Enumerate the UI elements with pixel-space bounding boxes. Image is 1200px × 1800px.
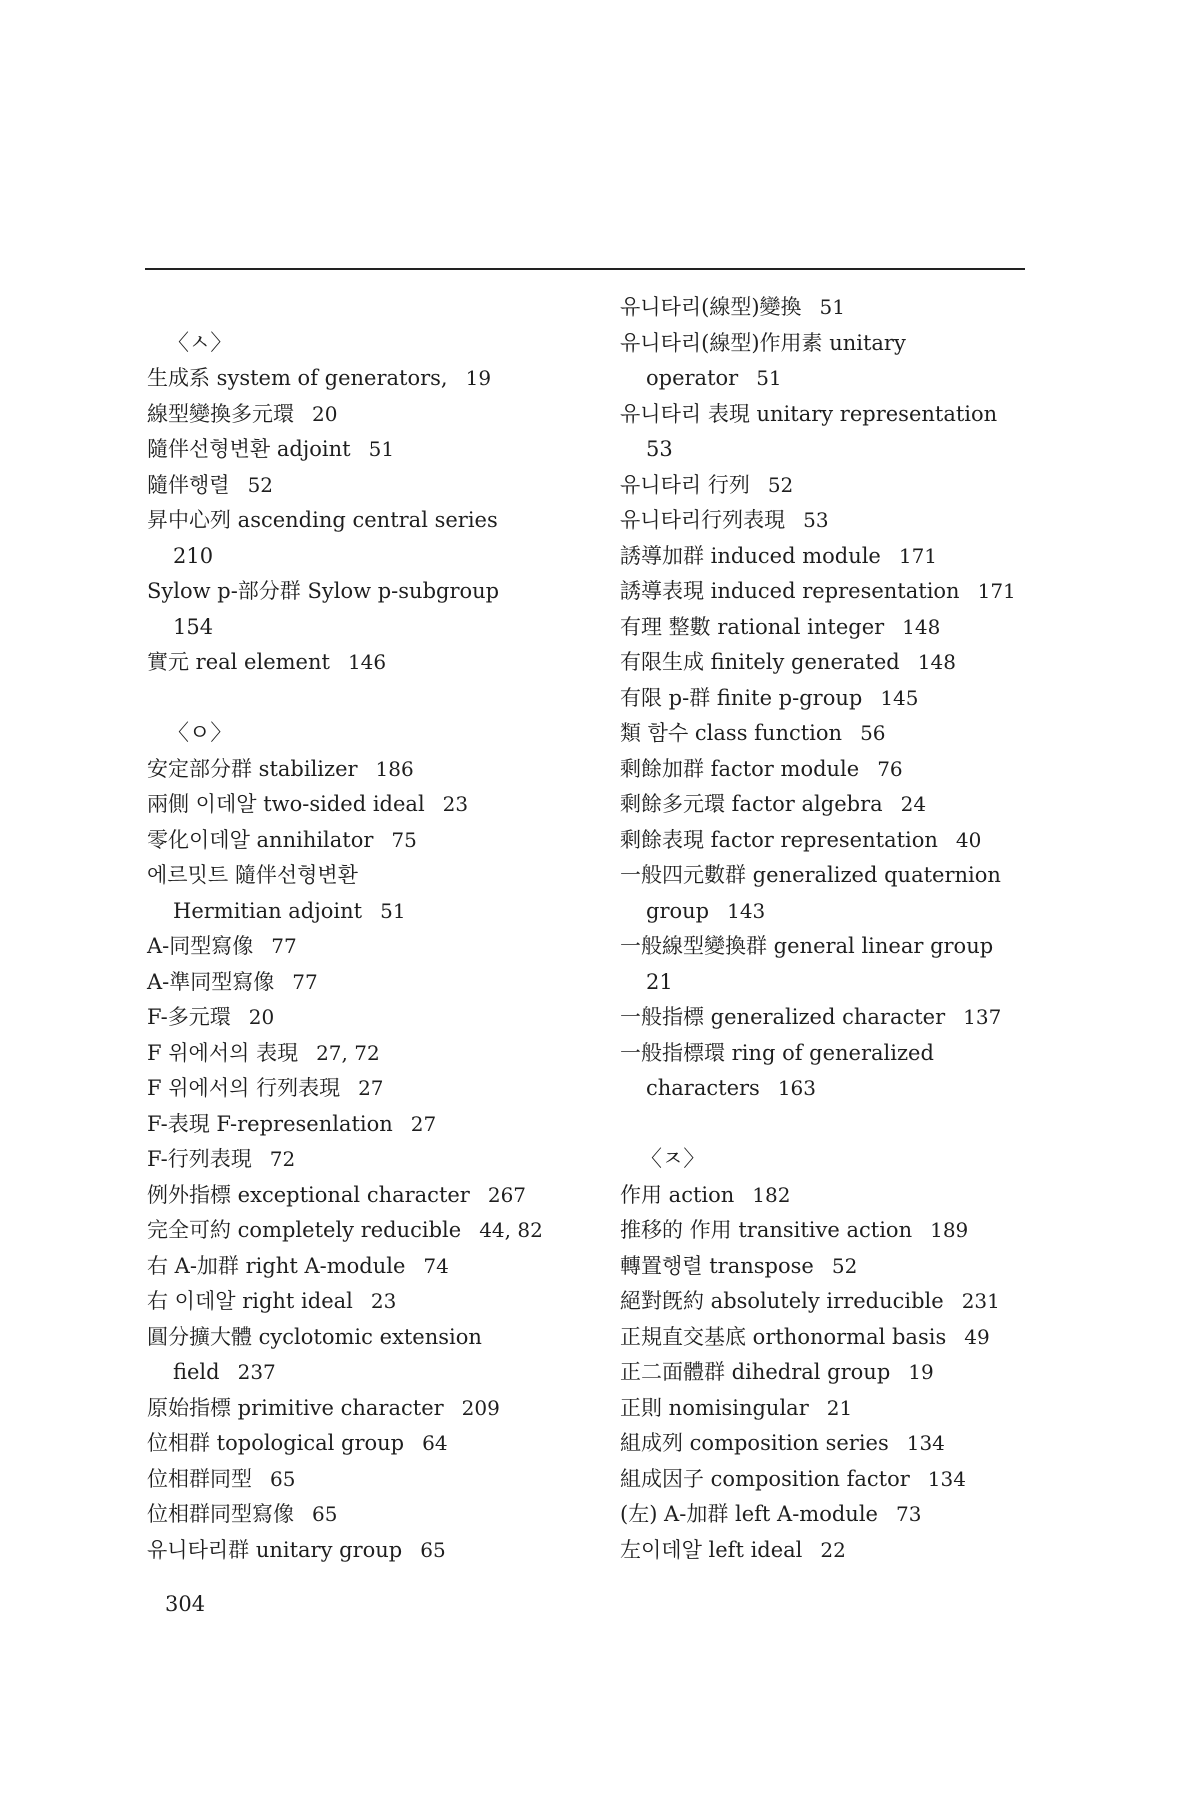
index-entry <box>147 397 587 433</box>
index-entry <box>620 503 1060 539</box>
index-entry <box>147 1142 587 1178</box>
index-entry-continuation <box>620 1071 1060 1107</box>
index-entry <box>620 1213 1060 1249</box>
index-entry <box>147 361 587 397</box>
index-term: 位相群同型 <box>147 1466 252 1491</box>
index-term: 正規直交基底 orthonormal basis <box>620 1324 947 1349</box>
index-term: 유니타리 行列 <box>620 472 750 497</box>
page-reference: 143 <box>727 898 766 923</box>
index-term: 一般線型變換群 general linear group <box>620 934 994 958</box>
index-entry <box>147 432 587 468</box>
page-reference: 52 <box>831 1253 858 1278</box>
page-reference: 27 <box>358 1076 384 1100</box>
index-entry <box>147 823 587 859</box>
index-term: 正二面體群 dihedral group <box>620 1360 891 1384</box>
index-term: 유니타리行列表現 <box>620 508 786 532</box>
page-reference: 189 <box>930 1218 969 1242</box>
page-reference: 24 <box>900 792 927 816</box>
page-reference: 148 <box>902 614 941 639</box>
index-term: A-準同型寫像 <box>147 969 275 994</box>
index-entry-continuation <box>147 539 587 575</box>
index-entry <box>147 1249 587 1285</box>
index-entry <box>620 1533 1060 1569</box>
page-reference: 171 <box>898 543 938 568</box>
index-entry <box>147 468 587 504</box>
index-term: 組成因子 composition factor <box>620 1466 910 1491</box>
index-term: Hermitian adjoint <box>173 898 363 923</box>
index-term: 零化이데알 annihilator <box>147 827 374 852</box>
page-reference: 51 <box>819 295 845 319</box>
section-spacer <box>147 290 587 326</box>
page-reference: 21 <box>826 1395 853 1420</box>
index-entry <box>147 787 587 823</box>
index-term: 一般指標 generalized character <box>620 1005 946 1029</box>
index-entry <box>620 1355 1060 1391</box>
index-entry-continuation <box>147 894 587 930</box>
index-term: 유니타리(線型)作用素 unitary <box>620 330 906 355</box>
index-entry <box>147 503 587 539</box>
index-entry <box>147 574 587 610</box>
index-term: 絕對旣約 absolutely irreducible <box>620 1289 944 1313</box>
index-entry <box>147 645 587 681</box>
index-entry <box>620 326 1060 362</box>
index-term: 誘導加群 induced module <box>620 543 881 568</box>
index-term: 兩側 이데알 two-sided ideal <box>147 792 425 816</box>
index-term: 安定部分群 stabilizer <box>147 756 358 781</box>
page-reference: 163 <box>777 1076 816 1100</box>
page-reference: 76 <box>877 756 903 781</box>
index-entry <box>147 1426 587 1462</box>
index-term: 一般指標環 ring of generalized <box>620 1040 934 1065</box>
index-term: 正則 nomisingular <box>620 1395 809 1420</box>
index-term: (左) A-加群 left A-module <box>620 1502 878 1526</box>
index-entry <box>147 929 587 965</box>
page-reference: 23 <box>370 1289 397 1313</box>
index-term: field <box>173 1360 220 1384</box>
index-term: F 위에서의 行列表現 <box>147 1076 341 1100</box>
page-reference: 65 <box>270 1466 296 1491</box>
index-entry <box>620 1320 1060 1356</box>
index-term: characters <box>646 1076 760 1100</box>
index-term: 右 A-加群 right A-module <box>147 1253 406 1278</box>
section-heading: 〈ㅈ〉 <box>640 1147 706 1172</box>
page-reference: 73 <box>895 1502 922 1526</box>
index-entry <box>620 787 1060 823</box>
index-entry <box>620 681 1060 717</box>
index-term: 53 <box>646 437 673 461</box>
page-reference: 22 <box>820 1537 846 1562</box>
index-term: 一般四元數群 generalized quaternion <box>620 863 1001 887</box>
index-entry <box>620 1426 1060 1462</box>
index-entry <box>620 752 1060 788</box>
index-entry <box>147 1533 587 1569</box>
page-reference: 148 <box>917 650 956 674</box>
index-term: 210 <box>173 543 214 568</box>
index-entry <box>620 1391 1060 1427</box>
index-term: F 위에서의 表現 <box>147 1040 299 1065</box>
index-entry <box>147 1462 587 1498</box>
index-term: 實元 real element <box>147 650 330 674</box>
index-entry-continuation <box>147 1355 587 1391</box>
page-reference: 74 <box>423 1253 449 1278</box>
page-reference: 267 <box>487 1182 527 1207</box>
index-term: 에르밋트 隨伴선형변환 <box>147 863 358 887</box>
index-entry <box>147 1213 587 1249</box>
index-entry <box>147 1036 587 1072</box>
index-term: 有限 p-群 finite p-group <box>620 685 863 710</box>
index-term: 154 <box>173 614 214 639</box>
page-reference: 64 <box>422 1431 448 1455</box>
index-entry <box>620 1178 1060 1214</box>
page-reference: 20 <box>312 401 338 426</box>
index-entry-continuation <box>620 965 1060 1001</box>
index-term: 位相群 topological group <box>147 1431 405 1455</box>
page-reference: 77 <box>271 934 297 958</box>
page-reference: 44, 82 <box>479 1218 543 1242</box>
index-entry <box>620 1497 1060 1533</box>
page-reference: 27 <box>410 1111 437 1136</box>
section-spacer <box>147 681 587 717</box>
index-term: 誘導表現 induced representation <box>620 579 960 603</box>
index-term: F-表現 F-represenlation <box>147 1111 393 1136</box>
page-reference: 77 <box>292 969 318 994</box>
index-entry <box>620 929 1060 965</box>
section-spacer <box>620 1107 1060 1143</box>
page-reference: 134 <box>927 1466 966 1491</box>
index-term: 作用 action <box>620 1182 735 1207</box>
page-reference: 186 <box>375 756 414 781</box>
index-entry <box>147 858 587 894</box>
index-entry <box>147 752 587 788</box>
index-term: 剩餘表現 factor representation <box>620 827 938 852</box>
index-term: 左이데알 left ideal <box>620 1537 803 1562</box>
index-term: 原始指標 primitive character <box>147 1395 444 1420</box>
index-entry <box>620 716 1060 752</box>
index-term: 推移的 作用 transitive action <box>620 1218 913 1242</box>
index-term: 組成列 composition series <box>620 1431 889 1455</box>
index-entry <box>147 965 587 1001</box>
page-reference: 65 <box>312 1502 338 1526</box>
index-entry <box>147 1284 587 1320</box>
index-entry <box>620 1036 1060 1072</box>
right-column <box>620 290 1060 1568</box>
index-term: Sylow p-部分群 Sylow p-subgroup <box>147 579 500 603</box>
page-reference: 182 <box>752 1182 791 1207</box>
page-reference: 53 <box>803 508 829 532</box>
index-term: 隨伴선형변환 adjoint <box>147 437 351 461</box>
page-reference: 52 <box>247 472 274 497</box>
page-reference: 23 <box>442 792 469 816</box>
index-term: 유니타리(線型)變換 <box>620 295 802 319</box>
index-term: 유니타리群 unitary group <box>147 1537 403 1562</box>
page-reference: 52 <box>767 472 794 497</box>
index-term: 21 <box>646 969 673 994</box>
page-reference: 134 <box>906 1431 945 1455</box>
index-term: 類 함수 class function <box>620 721 843 745</box>
index-term: 圓分擴大體 cyclotomic extension <box>147 1324 482 1349</box>
index-term: A-同型寫像 <box>147 934 254 958</box>
page-reference: 20 <box>248 1005 275 1029</box>
page-reference: 145 <box>880 685 919 710</box>
page-reference: 49 <box>964 1324 990 1349</box>
page-reference: 137 <box>963 1005 1002 1029</box>
page-reference: 51 <box>380 898 406 923</box>
index-entry <box>620 1249 1060 1285</box>
page-reference: 231 <box>961 1289 1000 1313</box>
left-column <box>147 290 587 1568</box>
index-entry <box>147 1497 587 1533</box>
index-term: 位相群同型寫像 <box>147 1502 294 1526</box>
index-term: 昇中心列 ascending central series <box>147 508 498 532</box>
index-entry <box>620 574 1060 610</box>
index-entry <box>147 1391 587 1427</box>
section-heading: 〈ㅇ〉 <box>167 721 233 746</box>
page-reference: 40 <box>955 827 982 852</box>
page-reference: 51 <box>756 366 782 390</box>
page-reference: 237 <box>237 1360 276 1384</box>
page-reference: 51 <box>368 437 395 461</box>
index-entry <box>620 539 1060 575</box>
index-term: 例外指標 exceptional character <box>147 1182 470 1207</box>
index-term: 剩餘加群 factor module <box>620 756 860 781</box>
page-reference: 56 <box>860 721 886 745</box>
index-term: 完全可約 completely reducible <box>147 1218 462 1242</box>
page-reference: 72 <box>269 1147 296 1171</box>
index-entry <box>620 1462 1060 1498</box>
index-entry-continuation <box>620 894 1060 930</box>
page-reference: 27, 72 <box>316 1040 380 1065</box>
index-term: 右 이데알 right ideal <box>147 1289 353 1313</box>
index-entry <box>147 1107 587 1143</box>
index-entry <box>620 397 1060 433</box>
index-term: 轉置행렬 transpose <box>620 1253 814 1278</box>
page-reference: 19 <box>465 366 492 390</box>
page-reference: 65 <box>420 1537 446 1562</box>
index-entry <box>147 1071 587 1107</box>
index-term: F-多元環 <box>147 1005 231 1029</box>
index-entry <box>620 468 1060 504</box>
index-entry <box>147 1000 587 1036</box>
index-entry-continuation <box>147 610 587 646</box>
index-entry <box>620 290 1060 326</box>
index-term: 有限生成 finitely generated <box>620 650 900 674</box>
index-entry <box>147 1178 587 1214</box>
page-reference: 209 <box>461 1395 500 1420</box>
index-entry <box>620 858 1060 894</box>
index-term: 生成系 system of generators, <box>147 366 448 390</box>
index-entry <box>147 1320 587 1356</box>
index-term: group <box>646 898 710 923</box>
page-reference: 19 <box>908 1360 934 1384</box>
top-rule <box>145 268 1025 270</box>
index-term: 유니타리 表現 unitary representation <box>620 401 998 426</box>
index-entry <box>620 610 1060 646</box>
index-term: operator <box>646 366 739 390</box>
page-reference: 146 <box>347 650 387 674</box>
index-term: 線型變換多元環 <box>147 401 294 426</box>
section-heading: 〈ㅅ〉 <box>167 330 233 356</box>
index-term: 剩餘多元環 factor algebra <box>620 792 883 816</box>
index-entry-continuation <box>620 361 1060 397</box>
page-number: 304 <box>165 1592 206 1616</box>
index-entry <box>620 1000 1060 1036</box>
index-entry <box>620 823 1060 859</box>
index-entry <box>620 1284 1060 1320</box>
index-term: F-行列表現 <box>147 1147 252 1171</box>
index-entry-continuation <box>620 432 1060 468</box>
index-term: 有理 整數 rational integer <box>620 614 885 639</box>
index-entry <box>620 645 1060 681</box>
page-reference: 171 <box>977 579 1016 603</box>
page-reference: 75 <box>391 827 417 852</box>
index-term: 隨伴행렬 <box>147 472 230 497</box>
